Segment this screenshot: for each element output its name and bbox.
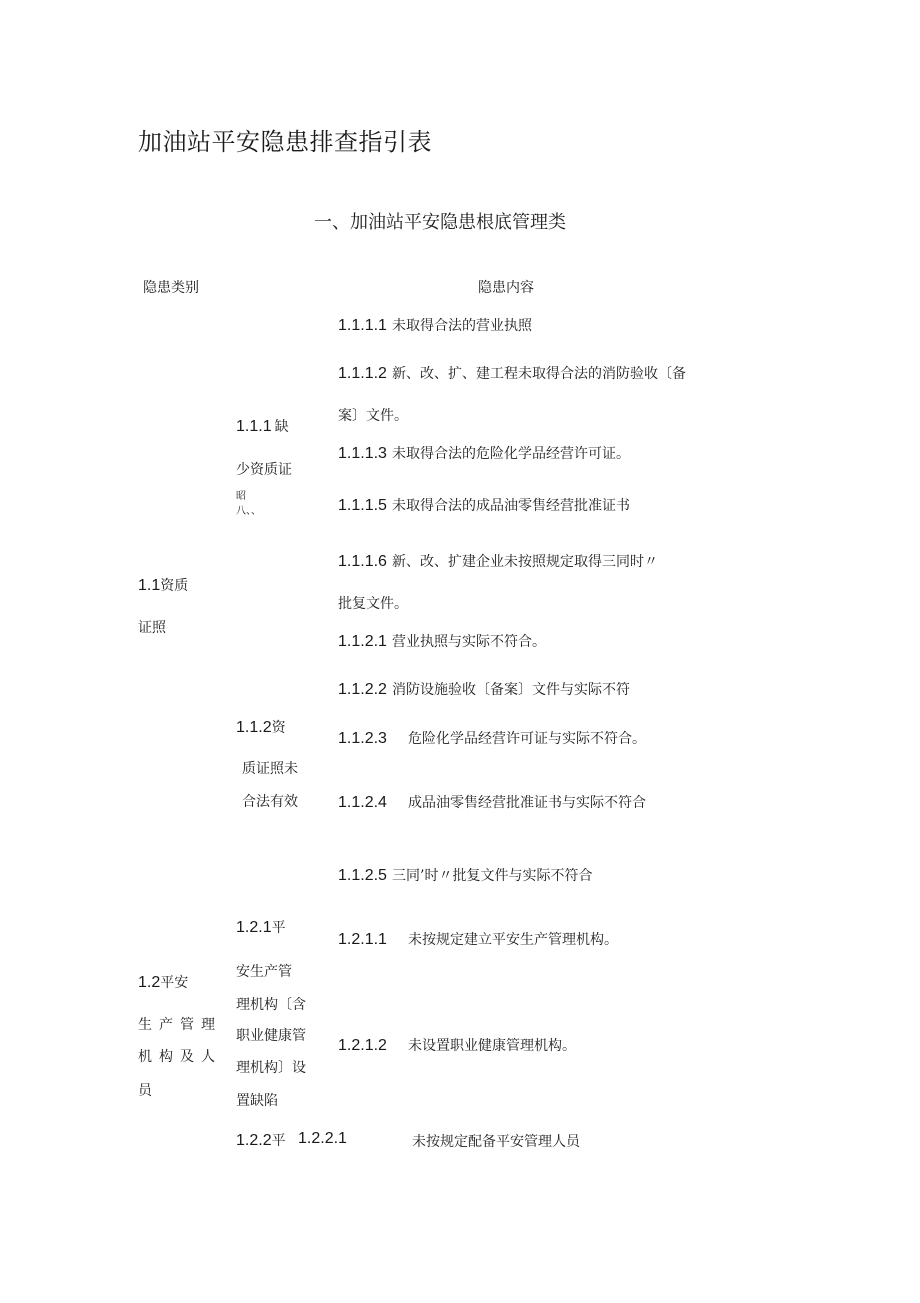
subcategory-text-cont: 质证照未 [242,761,298,777]
item-text: 消防设施验收〔备案〕文件与实际不符 [392,682,631,698]
item-text: 未取得合法的成品油零售经营批准证书 [392,498,631,514]
item-number: 1.1.1.2 [338,365,387,382]
subcategory-text-cont: 职业健康管 [236,1028,306,1044]
category-1-1 [138,575,188,595]
item-1-1-2-4 [338,792,646,812]
item-number: 1.2.1.2 [338,1037,387,1054]
subcategory-text-cont: 置缺陷 [236,1093,278,1109]
item-text: 危险化学品经营许可证与实际不符合。 [408,731,647,747]
category-text: 平安 [160,975,189,991]
item-text-cont: 案〕文件。 [338,408,408,424]
subcategory-text: 缺 [274,419,289,435]
item-number: 1.1.1.3 [338,445,387,462]
item-number: 1.1.2.3 [338,730,387,747]
subcategory-1-1-2 [236,717,286,737]
item-text: 新、改、扩建企业未按照规定取得三同时〃 [392,554,659,570]
subcategory-number: 1.1.1 [236,418,272,435]
subcategory-number: 1.2.2 [236,1132,272,1149]
item-text: 未取得合法的营业执照 [392,318,533,334]
item-number: 1.1.1.5 [338,497,387,514]
subcategory-text: 资 [271,720,286,736]
item-1-1-1-1 [338,315,532,335]
subcategory-text-cont: 理机构〕设 [236,1060,306,1076]
item-1-1-2-5 [338,865,592,885]
subcategory-text-cont: 理机构〔含 [236,997,306,1013]
subcategory-number: 1.1.2 [236,719,272,736]
item-number: 1.1.1.6 [338,553,387,570]
item-text: 未按规定建立平安生产管理机构。 [408,932,619,948]
item-1-1-1-2 [338,363,686,383]
subcategory-1-1-1 [236,416,289,436]
item-number: 1.1.2.1 [338,633,387,650]
category-text: 资质 [160,578,189,594]
subcategory-text-cont: 昭 [236,491,246,502]
item-1-2-1-2 [338,1035,576,1055]
item-text: 营业执照与实际不符合。 [392,634,547,650]
item-text: 新、改、扩、建工程未取得合法的消防验收〔备 [392,366,687,382]
page-title: 加油站平安隐患排查指引表 [138,128,432,156]
category-number: 1.1 [138,577,161,594]
category-text-cont: 生产管理 [138,1017,222,1033]
subcategory-text: 平 [271,1133,286,1149]
subcategory-number: 1.2.1 [236,919,272,936]
category-number: 1.2 [138,974,161,991]
item-text-cont: 批复文件。 [338,596,408,612]
category-text-cont: 证照 [138,620,166,636]
item-1-1-1-6 [338,551,658,571]
subcategory-text: 平 [271,920,286,936]
category-text-cont: 机构及人 [138,1049,222,1065]
item-1-1-1-5 [338,495,630,515]
subcategory-text-cont: 八、、 [236,506,261,517]
subcategory-1-2-2 [236,1130,286,1150]
item-number: 1.1.2.2 [338,681,387,698]
section-title: 一、加油站平安隐患根底管理类 [314,212,566,233]
item-text: 未设置职业健康管理机构。 [408,1038,577,1054]
header-category: 隐患类别 [143,280,199,296]
item-1-1-2-2 [338,679,630,699]
subcategory-text-cont: 少资质证 [236,462,292,478]
item-number: 1.1.1.1 [338,317,387,334]
item-1-1-2-1 [338,631,546,651]
item-1-2-2-1-text: 未按规定配备平安管理人员 [412,1134,580,1150]
item-text: 三同’时〃批复文件与实际不符合 [392,868,593,884]
item-number: 1.1.2.4 [338,794,387,811]
header-content: 隐患内容 [478,280,534,296]
category-text-cont: 员 [138,1083,152,1099]
category-1-2 [138,972,188,992]
item-text: 成品油零售经营批准证书与实际不符合 [408,795,647,811]
subcategory-text-cont: 安生产管 [236,964,292,980]
item-number: 1.1.2.5 [338,867,387,884]
item-1-2-2-1-number: 1.2.2.1 [298,1130,347,1147]
item-1-2-1-1 [338,929,618,949]
subcategory-text-cont: 合法有效 [242,794,298,810]
item-1-1-2-3 [338,728,646,748]
subcategory-1-2-1 [236,917,286,937]
item-1-1-1-3 [338,443,630,463]
item-number: 1.2.1.1 [338,931,387,948]
item-text: 未取得合法的危险化学品经营许可证。 [392,446,631,462]
